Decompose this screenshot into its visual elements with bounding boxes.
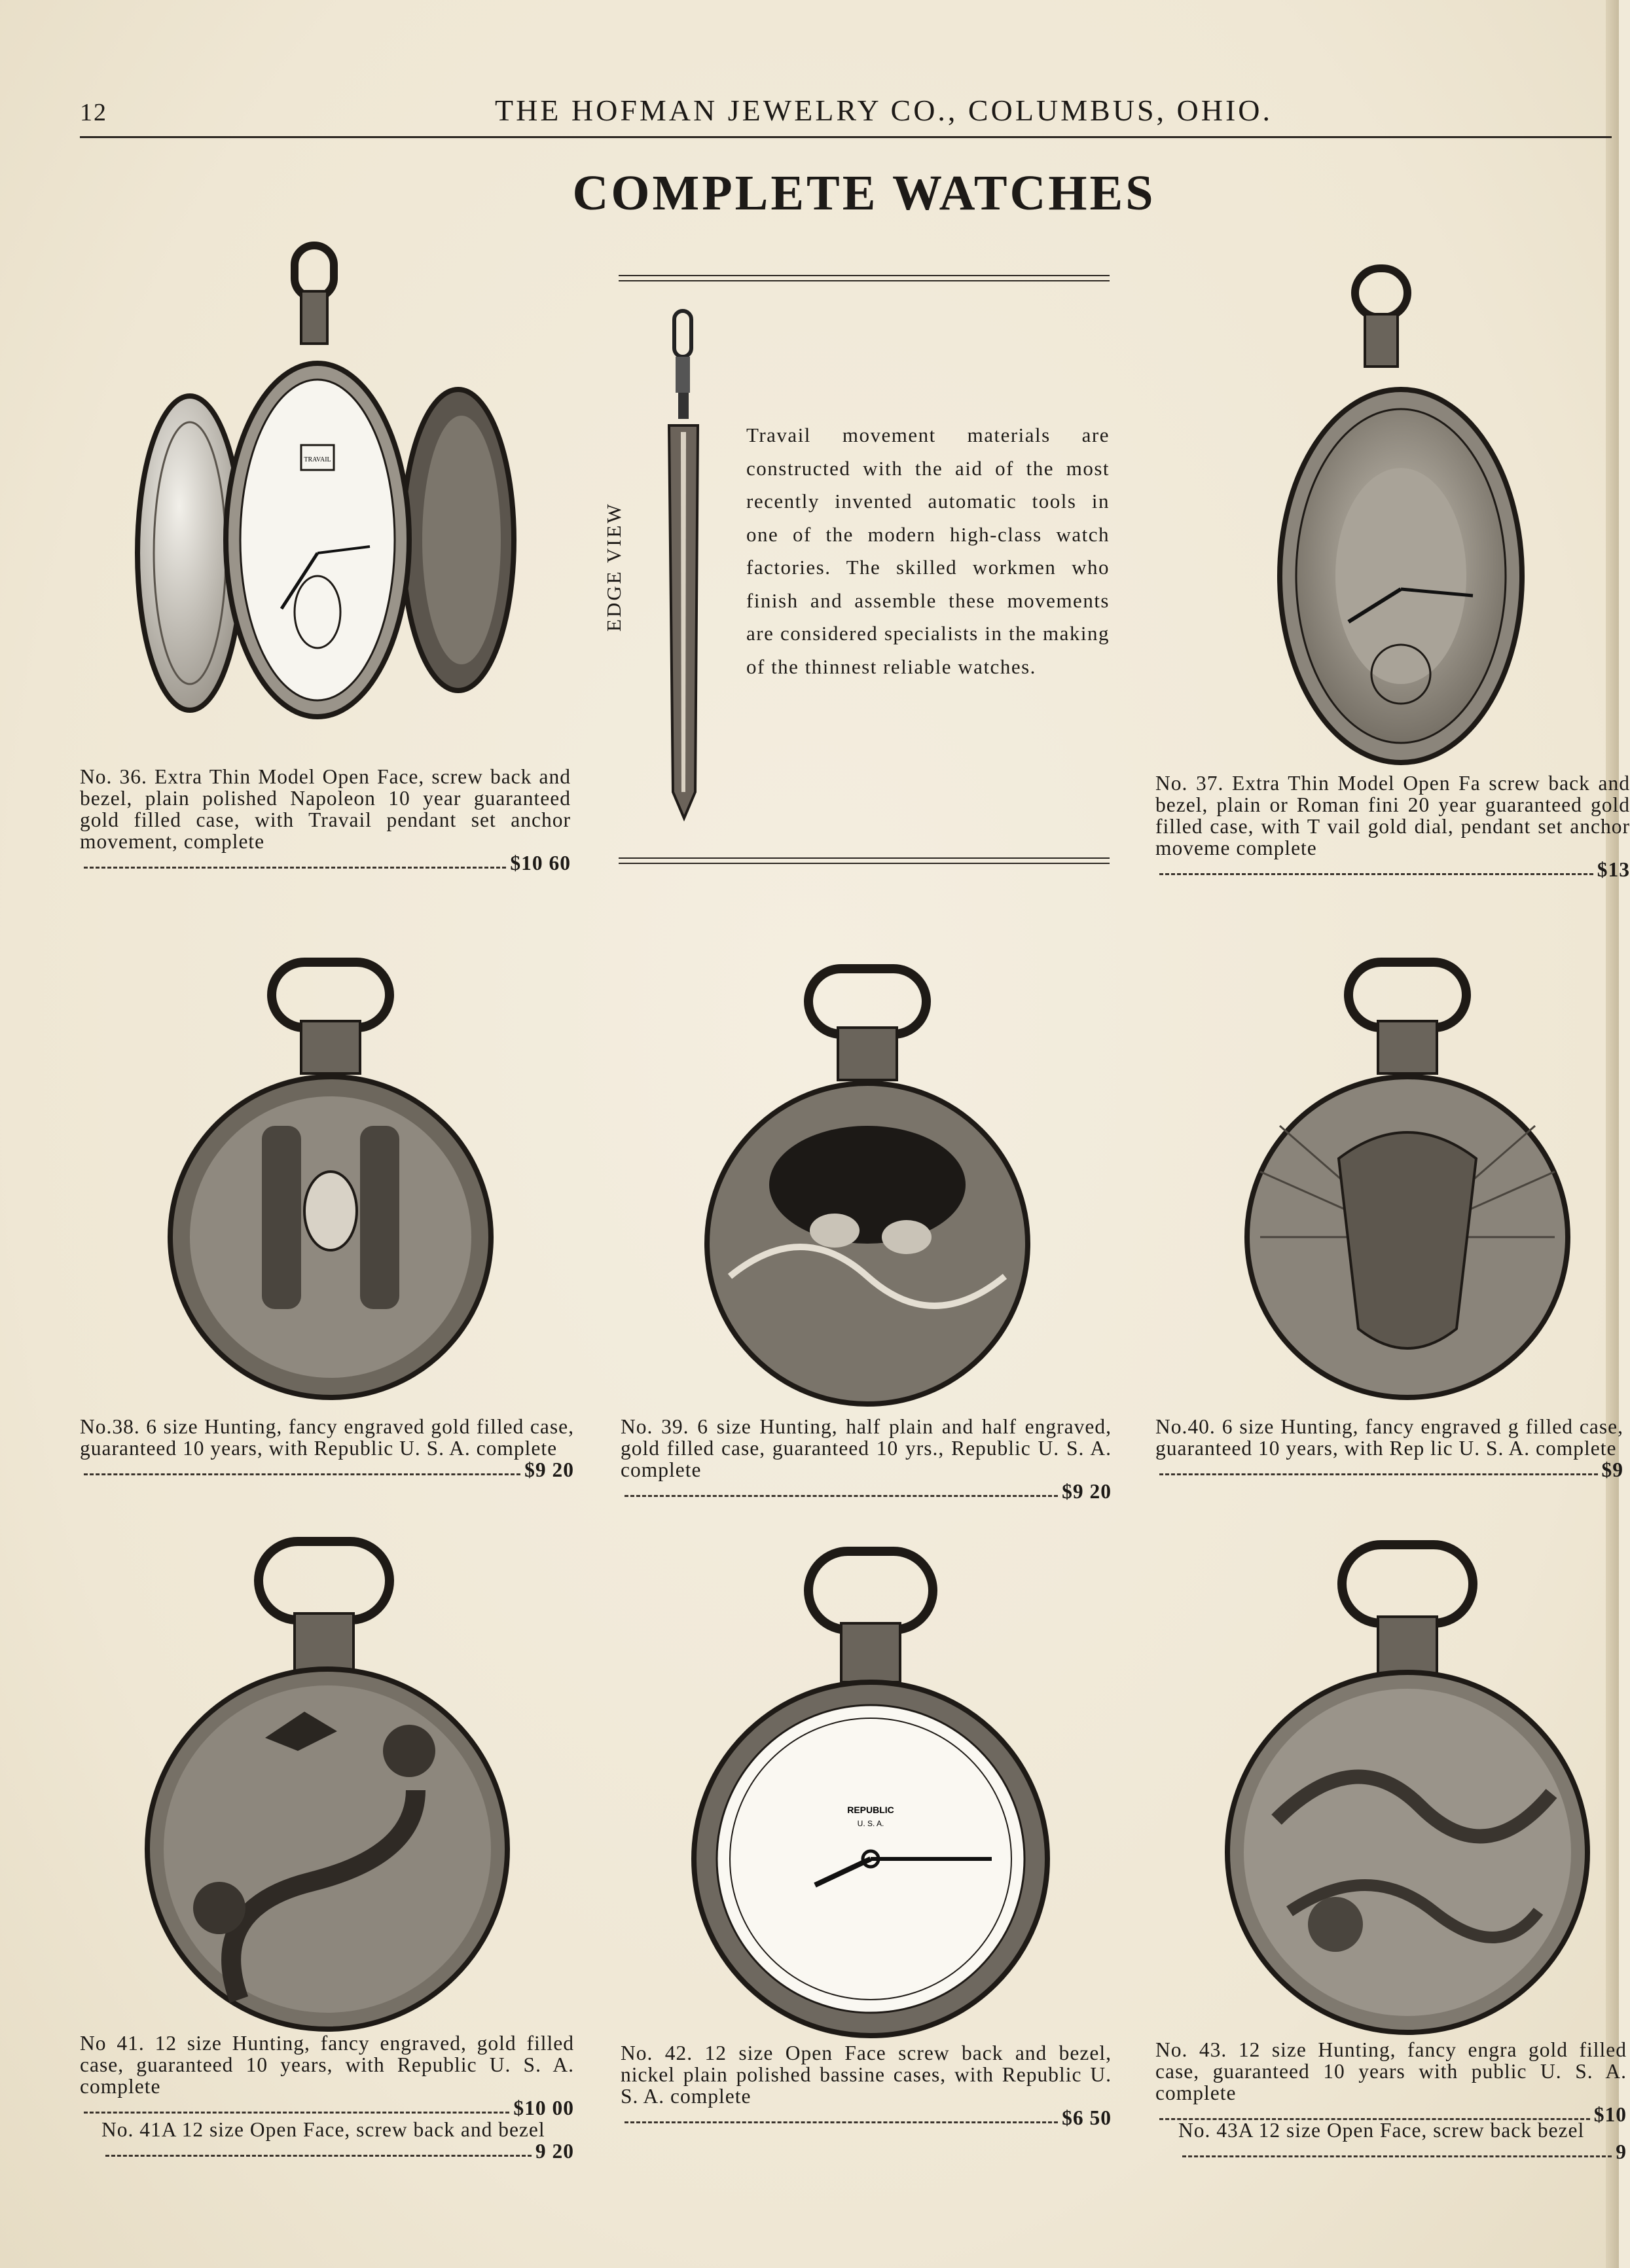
watch-38-price: $9 20 [524, 1458, 574, 1481]
watch-36-price: $10 60 [510, 852, 571, 874]
watch-42-dial-sub: U. S. A. [857, 1819, 884, 1828]
watch-43a-price: 9 [1616, 2140, 1627, 2163]
watch-38-illustration [160, 962, 501, 1407]
watch-38-description: No.38. 6 size Hunting, fancy engraved gold filled case, guaranteed 10 years, with Republic U. S. A. complete [80, 1415, 574, 1460]
watch-42-illustration [687, 1551, 1054, 2036]
watch-36-dial-brand: TRAVAIL [304, 456, 331, 463]
watch-36-illustration [134, 245, 520, 756]
watch-37-price: $13 [1597, 858, 1630, 881]
watch-36-description: No. 36. Extra Thin Model Open Face, screw back and bezel, plain polished Napoleon 10 year guaranteed gold filled case, with Travail pendant set anchor movement, complete [80, 765, 571, 853]
watch-41-caption [80, 2032, 574, 2119]
watch-37-illustration [1263, 268, 1538, 766]
watch-37-caption [1155, 772, 1630, 880]
watch-43-caption [1155, 2039, 1627, 2125]
watch-42-description: No. 42. 12 size Open Face screw back and bezel, nickel plain polished bassine cases, with Republic U. S. A. complete [621, 2042, 1112, 2108]
watch-41a-price: 9 20 [535, 2140, 574, 2163]
header-rule [80, 136, 1612, 138]
watch-40-illustration [1241, 962, 1574, 1407]
watch-39-price: $9 20 [1062, 1480, 1112, 1503]
page-title: COMPLETE WATCHES [572, 166, 1156, 221]
watch-43a-caption [1178, 2119, 1627, 2163]
watch-37-caption-clip [1155, 772, 1630, 890]
watch-43-illustration [1224, 1545, 1591, 2036]
watch-41a-caption [101, 2119, 574, 2162]
watch-41a-description: No. 41A 12 size Open Face, screw back and bezel [101, 2118, 545, 2141]
watch-43a-description: No. 43A 12 size Open Face, screw back bezel [1178, 2119, 1585, 2142]
watch-36-caption [80, 766, 571, 874]
watch-42-dial-brand: REPUBLIC [847, 1805, 894, 1815]
page-number: 12 [80, 99, 107, 126]
intro-paragraph: Travail movement materials are constructed with the aid of the most recently invented automatic tools in one of the modern high-class watch factories. The skilled workmen who finish and assemble these movements are considered specialists in the making of the thinnest reliable watches. [746, 423, 1110, 678]
watch-40-caption-clip [1155, 1415, 1623, 1488]
watch-43-description: No. 43. 12 size Hunting, fancy engra gold filled case, guaranteed 10 years with public U. S. A. complete [1155, 2038, 1627, 2104]
watch-43-caption-clip [1155, 2038, 1627, 2189]
watch-39-caption [621, 1416, 1112, 1502]
edge-view-watch-illustration [655, 308, 714, 825]
intro-top-rule [619, 275, 1110, 281]
watch-39-illustration [704, 969, 1031, 1414]
watch-41-illustration [141, 1541, 514, 2032]
watch-41-price: $10 00 [513, 2097, 574, 2119]
watch-39-description: No. 39. 6 size Hunting, half plain and half engraved, gold filled case, guaranteed 10 yrs., Republic U. S. A. complete [621, 1415, 1112, 1481]
watch-43-price: $10 [1593, 2103, 1627, 2126]
watch-41-description: No 41. 12 size Hunting, fancy engraved, gold filled case, guaranteed 10 years, with Republic U. S. A. complete [80, 2032, 574, 2098]
watch-42-caption [621, 2042, 1112, 2129]
watch-42-price: $6 50 [1062, 2106, 1112, 2129]
watch-38-caption [80, 1416, 574, 1481]
watch-40-caption [1155, 1416, 1623, 1481]
edge-view-label: EDGE VIEW [602, 502, 625, 632]
watch-40-description: No.40. 6 size Hunting, fancy engraved g filled case, guaranteed 10 years, with Rep lic U. S. A. complete [1155, 1415, 1623, 1460]
watch-40-price: $9 [1601, 1458, 1623, 1481]
intro-bottom-rule [619, 857, 1110, 864]
watch-37-description: No. 37. Extra Thin Model Open Fa screw back and bezel, plain or Roman fini 20 year guaranteed gold filled case, with T vail gold dial, pendant set anchor moveme complete [1155, 772, 1630, 859]
running-head: THE HOFMAN JEWELRY CO., COLUMBUS, OHIO. [494, 94, 1273, 127]
page-spine [1606, 0, 1619, 2268]
